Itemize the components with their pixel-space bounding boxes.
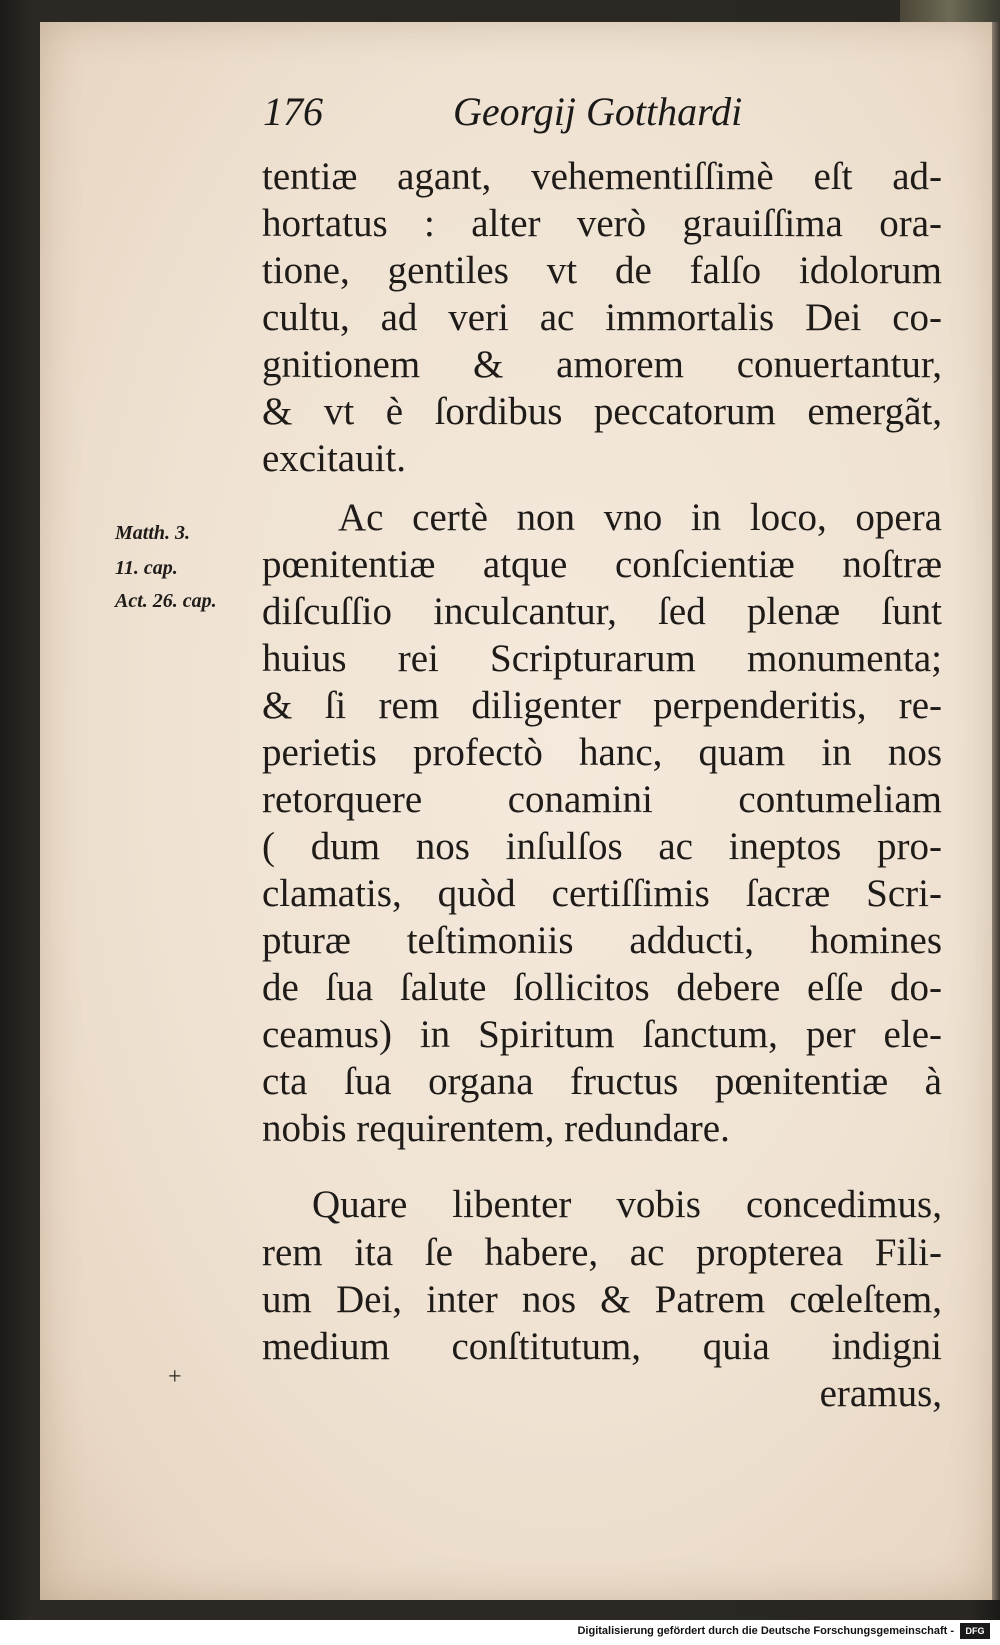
page-number: 176 <box>263 89 323 134</box>
text-line: retorquere conamini contumeliam <box>262 778 942 821</box>
catchword: eramus, <box>819 1372 942 1415</box>
text-line: nobis requirentem, redundare. <box>262 1107 730 1150</box>
text-line: gnitionem & amorem conuertantur, <box>262 343 942 386</box>
margin-mark: + <box>168 1364 182 1390</box>
text-line: Quare libenter vobis concedimus, <box>312 1183 942 1226</box>
text-line: perietis profectò hanc, quam in nos <box>262 731 942 774</box>
text-line: rem ita ſe habere, ac propterea Fili- <box>262 1231 942 1274</box>
dfg-logo: DFG <box>960 1623 990 1639</box>
text-line: tione, gentiles vt de falſo idolorum <box>262 249 942 292</box>
book-cover-edge <box>900 0 1000 22</box>
text-line: tentiæ agant, vehementiſſimè eſt ad- <box>262 155 942 198</box>
text-line: clamatis, quòd certiſſimis ſacræ Scri- <box>262 872 942 915</box>
text-line: de ſua ſalute ſollicitos debere eſſe do- <box>262 966 942 1009</box>
text-line: um Dei, inter nos & Patrem cœleſtem, <box>262 1278 942 1321</box>
text-line: huius rei Scripturarum monumenta; <box>262 637 942 680</box>
text-line: ( dum nos inſulſos ac ineptos pro- <box>262 825 942 868</box>
text-line: cta ſua organa fructus pœnitentiæ à <box>262 1060 942 1103</box>
text-line: medium conſtitutum, quia indigni <box>262 1325 942 1368</box>
running-title: Georgij Gotthardi <box>453 89 743 134</box>
text-line: cultu, ad veri ac immortalis Dei co- <box>262 296 942 339</box>
page-edge <box>992 22 1000 1600</box>
text-line: excitauit. <box>262 437 407 480</box>
funding-credit: Digitalisierung gefördert durch die Deutsche Forschungsgemeinschaft - <box>577 1625 954 1637</box>
margin-note: Act. 26. cap. <box>115 590 217 612</box>
text-line: hortatus : alter verò grauiſſima ora- <box>262 202 942 245</box>
text-line: Ac certè non vno in loco, opera <box>338 496 942 539</box>
text-line: & ſi rem diligenter perpenderitis, re- <box>262 684 942 727</box>
text-line: & vt è ſordibus peccatorum emergãt, <box>262 390 942 433</box>
text-line: diſcuſſio inculcantur, ſed plenæ ſunt <box>262 590 942 633</box>
margin-note: Matth. 3. <box>115 522 191 544</box>
text-line: ceamus) in Spiritum ſanctum, per ele- <box>262 1013 942 1056</box>
running-head <box>263 88 963 148</box>
margin-note: 11. cap. <box>115 557 178 579</box>
text-line: pturæ teſtimoniis adducti, homines <box>262 919 942 962</box>
text-line: pœnitentiæ atque conſcientiæ noſtræ <box>262 543 942 586</box>
